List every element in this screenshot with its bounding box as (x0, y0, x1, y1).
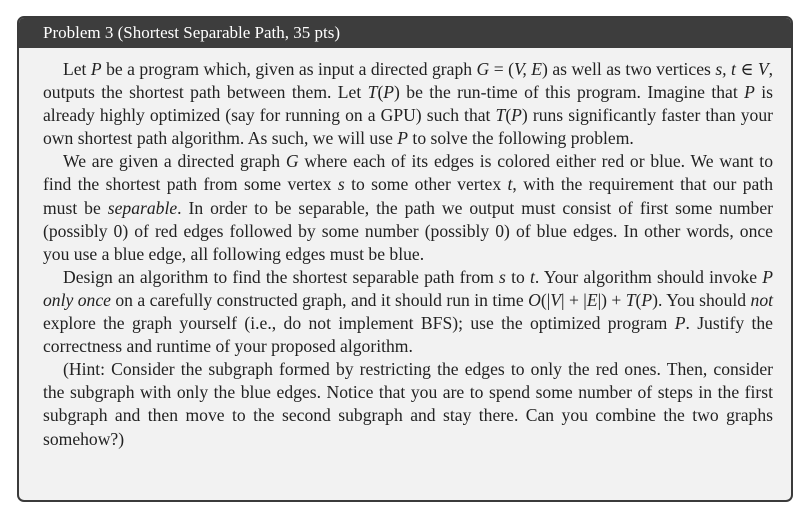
text-run: to solve the following problem. (408, 128, 634, 149)
text-run: |) + (597, 289, 626, 310)
math-or-emphasis-text: only once (43, 289, 111, 310)
math-or-emphasis-text: E (586, 289, 598, 310)
math-or-emphasis-text: s (337, 174, 345, 195)
math-or-emphasis-text: P (383, 82, 395, 103)
problem-body (19, 48, 791, 451)
math-or-emphasis-text: separable (107, 197, 178, 218)
text-run: Design an algorithm to find the shortest separable path from (63, 266, 500, 287)
math-or-emphasis-text: P (90, 59, 102, 79)
math-or-emphasis-text: P (641, 289, 653, 310)
paragraph-hint (43, 358, 773, 450)
text-run: . Justify the correctness and runtime of your proposed algorithm. (43, 313, 773, 357)
text-run: ) as well as two vertices (542, 59, 716, 79)
text-run: ( (505, 105, 512, 126)
text-run: on a carefully constructed graph, and it should run in time (110, 289, 529, 310)
math-or-emphasis-text: V, E (513, 59, 543, 79)
text-run: where each of its edges is colored either red or blue. We want to find the shortest path from some vertex (43, 151, 773, 195)
text-run: We are given a directed graph (63, 151, 286, 172)
math-or-emphasis-text: not (750, 289, 774, 310)
text-run: = ( (489, 59, 514, 79)
text-run: to (505, 266, 530, 287)
text-run: , with the requirement that our path must be (43, 174, 773, 218)
paragraph-task (43, 266, 773, 358)
text-run: (| (540, 289, 551, 310)
text-run: explore the graph yourself (i.e., do not implement BFS); use the optimized program (43, 313, 675, 334)
math-or-emphasis-text: P (674, 313, 686, 334)
math-or-emphasis-text: V (550, 289, 561, 310)
text-run: . In order to be separable, the path we output must consist of first some number (possibly 0) of red edges followed by some number (possibly 0) of blue edges. In other words, once you use a blue edge, all following edges must be blue. (43, 197, 774, 264)
math-or-emphasis-text: s, t (715, 59, 736, 79)
paragraph-program-p (43, 58, 773, 150)
text-run: ( (377, 82, 384, 103)
paragraph-problem-statement (43, 150, 773, 265)
problem-box (17, 16, 793, 502)
math-or-emphasis-text: t (507, 174, 513, 195)
math-or-emphasis-text: T (625, 289, 636, 310)
text-run: ∈ (735, 59, 758, 79)
text-run: ) be the run-time of this program. Imagine that (394, 82, 745, 103)
text-run: | + | (560, 289, 587, 310)
text-run: ( (635, 289, 642, 310)
text-run: be a program which, given as input a directed graph (101, 59, 477, 79)
text-run: to some other vertex (344, 174, 508, 195)
math-or-emphasis-text: s (499, 266, 506, 287)
text-run: , outputs the shortest path between them. Let (43, 59, 774, 103)
text-run: ). You should (652, 289, 751, 310)
math-or-emphasis-text: t (529, 266, 535, 287)
text-run: Let (63, 59, 91, 79)
math-or-emphasis-text: T (495, 105, 506, 126)
math-or-emphasis-text: T (367, 82, 378, 103)
math-or-emphasis-text: G (285, 151, 299, 172)
text-run: is already highly optimized (say for running on a GPU) such that (43, 82, 773, 126)
math-or-emphasis-text: P (511, 105, 522, 126)
math-or-emphasis-text: P (397, 128, 409, 149)
text-run: (Hint: Consider the subgraph formed by restricting the edges to only the red ones. Then, consider the subgraph with only the blue edges. Notice that you are to spend some number of steps in the first subgraph and then move to the second subgraph and stay there. Can you combine the two graphs somehow?) (43, 359, 773, 449)
math-or-emphasis-text: V (757, 59, 769, 79)
math-or-emphasis-text: O (528, 289, 541, 310)
math-or-emphasis-text: P (762, 266, 773, 287)
text-run: ) runs significantly faster than your own shortest path algorithm. As such, we will use (43, 105, 773, 149)
math-or-emphasis-text: G (476, 59, 490, 79)
math-or-emphasis-text: P (744, 82, 755, 103)
text-run: . Your algorithm should invoke (534, 266, 763, 287)
problem-title: Problem 3 (Shortest Separable Path, 35 pts) (19, 18, 791, 48)
